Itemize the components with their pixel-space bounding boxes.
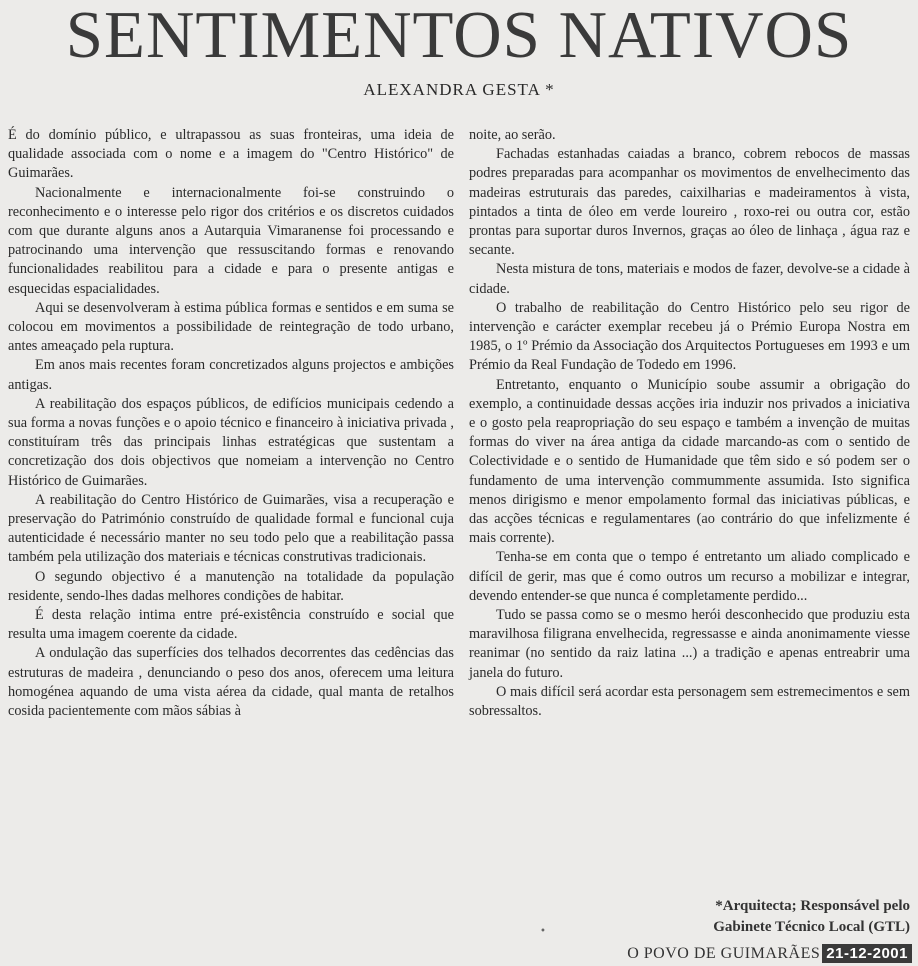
paragraph: Fachadas estanhadas caiadas a branco, cobrem rebocos de massas podres preparadas para acompanhar os movimentos de envelhecimento das madeiras estruturais das paredes, caixilharias e madeiramentos à vista, pintados a tinta de óleo em verde loureiro , roxo-rei ou outra cor, estão prontas para suportar duros Invernos, graças ao óleo de linhaça , água raz e secante. (469, 146, 910, 259)
paragraph: A ondulação das superfícies dos telhados decorrentes das cedências das estruturas de madeira , denunciando o peso dos anos, oferecem uma leitura homogénea aquando de uma vista aérea da cidade, qual manta de retalhos cosida pacientemente com mãos sábias à (8, 645, 454, 720)
paragraph: Entretanto, enquanto o Município soube assumir a obrigação do exemplo, a continuidade dessas acções iria induzir nos privados a iniciativa e o gosto pela reapropriação do seu espaço e também a invenção de muitas formas do viver na área antiga da cidade marcando-as com o sentido de Colectividade e o sentido de Humanidade que têm sido e só podem ser o fundamento de uma intervenção commummente assumida. Isto significa menos dirigismo e menor empolamento formal das iniciativas públicas, e das acções técnicas e regulamentares (ao contrário do que infelizmente é mais corrente). (469, 376, 910, 547)
signature-line-1: *Arquitecta; Responsável pelo (715, 898, 910, 914)
paragraph: O segundo objectivo é a manutenção na totalidade da população residente, sendo-lhes dadas melhores condições de habitar. (8, 568, 454, 604)
publication-footer (627, 944, 912, 964)
author-byline: ALEXANDRA GESTA * (363, 80, 555, 99)
paragraph: A reabilitação do Centro Histórico de Guimarães, visa a recuperação e preservação do Património construído de qualidade formal e funcional cuja autenticidade é necessário manter no seu todo pelo que a reabilitação passa também pela utilização dos materiais e técnicas construtivas tradicionais. (8, 491, 454, 566)
paragraph: noite, ao serão. (469, 127, 556, 143)
paragraph: Nesta mistura de tons, materiais e modos de fazer, devolve-se a cidade à cidade. (469, 261, 910, 297)
paragraph: Tenha-se em conta que o tempo é entretanto um aliado complicado e difícil de gerir, mas que é como outros um recurso a mobilizar e integrar, devendo entender-se que nunca é completamente perdido... (469, 549, 910, 604)
paragraph: É desta relação intima entre pré-existência construído e social que resulta uma imagem coerente da cidade. (8, 607, 454, 643)
bullet-mark-icon: • (540, 926, 546, 937)
publication-name: O POVO DE GUIMARÃES (627, 945, 821, 962)
paragraph: O trabalho de reabilitação do Centro Histórico pelo seu rigor de intervenção e carácter exemplar recebeu já o Prémio Europa Nostra em 1985, o 1º Prémio da Associação dos Arquitectos Portugueses em 1993 e um Prémio da Real Fundação de Todedo em 1996. (469, 299, 910, 374)
article-title: SENTIMENTOS NATIVOS (65, 0, 853, 72)
paragraph: Tudo se passa como se o mesmo herói desconhecido que produziu esta maravilhosa filigrana envelhecida, regressasse e ainda anonimamente viesse reanimar (no sentido da raiz latina ...) a tradição e apenas entreabrir uma janela do futuro. (469, 607, 910, 681)
paragraph: Aqui se desenvolveram à estima pública formas e sentidos e em suma se colocou em movimentos a possibilidade de reintegração de todo urbano, antes ameaçado pela ruptura. (8, 299, 454, 355)
paragraph: A reabilitação dos espaços públicos, de edifícios municipais cedendo a sua forma a novas funções e o apoio técnico e financeiro à iniciativa privada , constituíram três das principais linhas estratégicas que sustentam a concretização dos dois objectivos que nomeiam a intervenção no Centro Histórico de Guimarães. (8, 395, 454, 489)
left-column (8, 126, 454, 721)
right-column (469, 126, 910, 721)
author-signature (600, 896, 910, 938)
paragraph: É do domínio público, e ultrapassou as suas fronteiras, uma ideia de qualidade associada com o nome e a imagem do "Centro Histórico" de Guimarães. (8, 127, 454, 182)
signature-line-2: Gabinete Técnico Local (GTL) (713, 919, 910, 935)
paragraph: Em anos mais recentes foram concretizados alguns projectos e ambições antigas. (8, 357, 454, 393)
paragraph: O mais difícil será acordar esta personagem sem estremecimentos e sem sobressaltos. (469, 683, 910, 720)
paragraph: Nacionalmente e internacionalmente foi-se construindo o reconhecimento e o interesse pelo rigor dos critérios e os discretos cuidados com que durante alguns anos a Autarquia Vimaranense foi processando e patrocinando uma intervenção que ressuscitando formas e renovando funcionalidades reabilitou para a cidade e para o presente antigas e esquecidas espacialidades. (8, 184, 454, 297)
publication-date: 21-12-2001 (822, 944, 912, 963)
